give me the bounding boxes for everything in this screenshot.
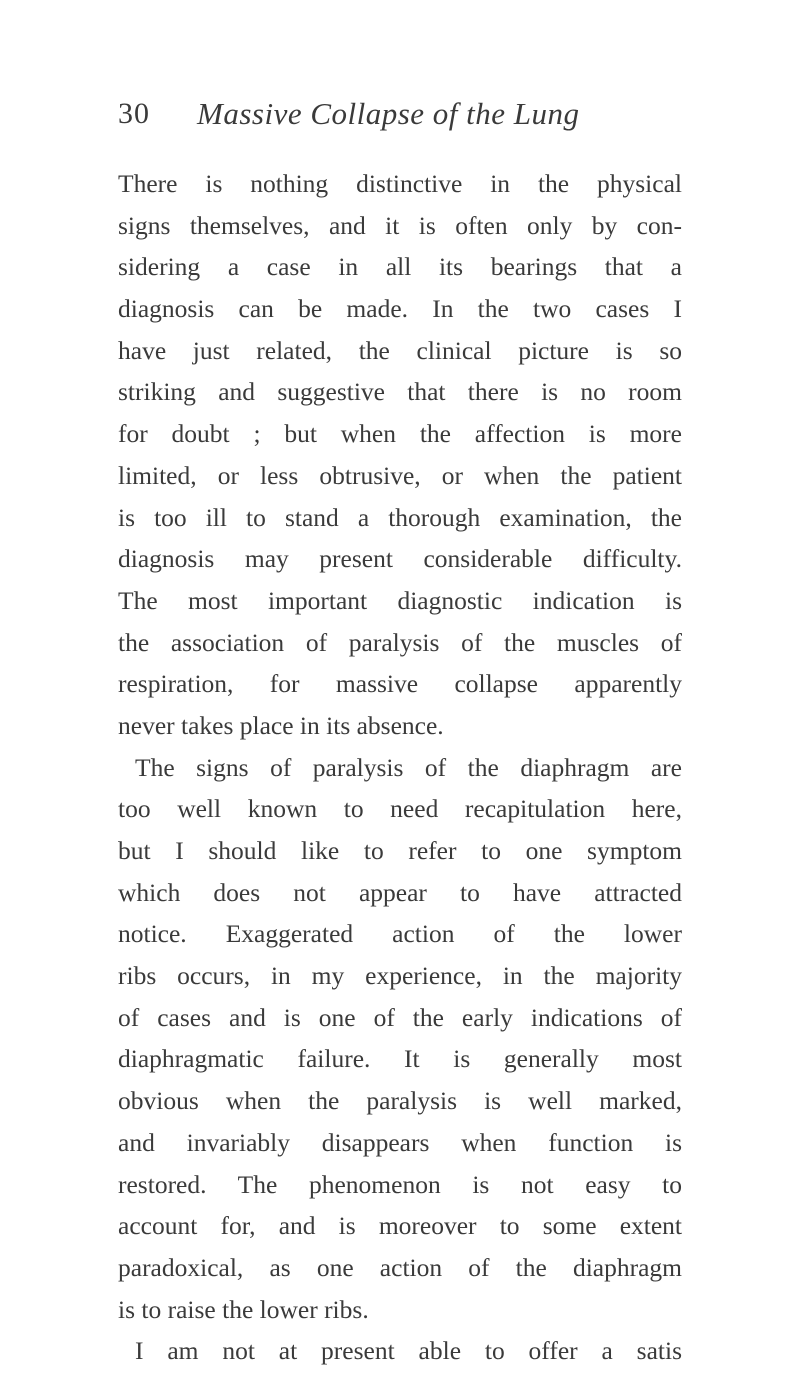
text-line: diagnosis can be made. In the two cases I — [118, 294, 682, 324]
text-line: is too ill to stand a thorough examination, the — [118, 502, 682, 532]
text-line: respiration, for massive collapse apparently — [118, 669, 682, 699]
text-line: The signs of paralysis of the diaphragm are — [135, 752, 682, 782]
running-title: Massive Collapse of the Lung — [197, 96, 580, 131]
text-line: but I should like to refer to one symptom — [118, 836, 682, 865]
text-line: paradoxical, as one action of the diaphragm — [118, 1252, 682, 1282]
text-line: signs themselves, and it is often only by con- — [118, 210, 682, 240]
text-line: diagnosis may present considerable difficulty. — [118, 544, 682, 574]
text-line: for doubt ; but when the affection is more — [118, 419, 682, 449]
text-line: I am not at present able to offer a satis — [135, 1336, 682, 1366]
text-line: of cases and is one of the early indications of — [118, 1002, 682, 1032]
page-header — [118, 94, 718, 134]
text-line: notice. Exaggerated action of the lower — [118, 919, 682, 949]
text-line: diaphragmatic failure. It is generally most — [118, 1044, 682, 1074]
text-line: too well known to need recapitulation here, — [118, 794, 682, 824]
text-line: ribs occurs, in my experience, in the majority — [118, 961, 682, 991]
text-line: The most important diagnostic indication is — [118, 585, 682, 615]
body-text — [118, 163, 682, 1366]
text-line: restored. The phenomenon is not easy to — [118, 1169, 682, 1199]
text-line: is to raise the lower ribs. — [118, 1294, 369, 1324]
text-line: have just related, the clinical picture is so — [118, 335, 682, 365]
text-line: the association of paralysis of the muscles of — [118, 627, 682, 657]
text-line: obvious when the paralysis is well marked, — [118, 1086, 682, 1116]
text-line: never takes place in its absence. — [118, 710, 444, 740]
text-line: There is nothing distinctive in the physical — [118, 169, 682, 198]
text-line: limited, or less obtrusive, or when the patient — [118, 460, 682, 490]
text-line: sidering a case in all its bearings that a — [118, 252, 682, 282]
text-line: account for, and is moreover to some extent — [118, 1211, 682, 1241]
text-line: and invariably disappears when function is — [118, 1127, 682, 1157]
text-line: which does not appear to have attracted — [118, 877, 682, 907]
text-line: striking and suggestive that there is no room — [118, 377, 682, 407]
page-number: 30 — [118, 97, 150, 130]
